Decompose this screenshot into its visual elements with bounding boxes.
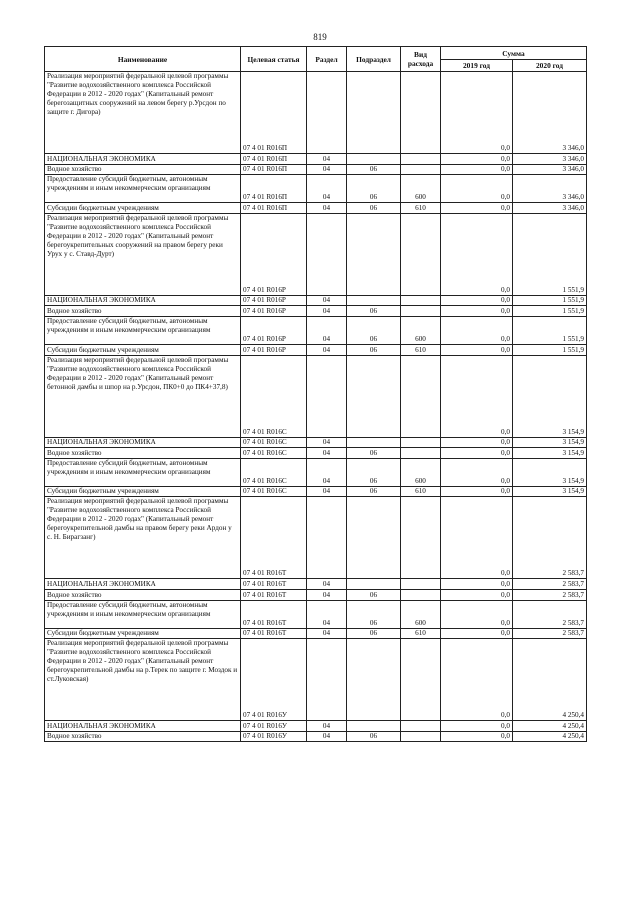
cell-subsection (347, 579, 401, 590)
cell-name: Предоставление субсидий бюджетным, автономным учреждениям и иным некоммерческим организациям (45, 175, 241, 203)
cell-2020: 3 346,0 (513, 154, 587, 165)
cell-target-code: 07 4 01 R016Р (241, 213, 307, 295)
header-section: Раздел (307, 47, 347, 72)
cell-name: Реализация мероприятий федеральной целевой программы "Развитие водохозяйственного комплекса Российской Федерации в 2012 - 2020 годах" (Капитальный ремонт берегозащитных сооружений на левом берегу р.Урсдон по защите г. Дигора) (45, 72, 241, 154)
table-row (45, 355, 587, 437)
header-2020: 2020 год (513, 60, 587, 72)
cell-2020: 3 346,0 (513, 203, 587, 214)
cell-2020: 1 551,9 (513, 316, 587, 344)
cell-target-code: 07 4 01 R016Т (241, 497, 307, 579)
cell-section: 04 (307, 589, 347, 600)
cell-subsection (347, 213, 401, 295)
cell-2019: 0,0 (441, 154, 513, 165)
cell-2020: 2 583,7 (513, 579, 587, 590)
cell-target-code: 07 4 01 R016Р (241, 306, 307, 317)
cell-section (307, 497, 347, 579)
cell-vid: 600 (401, 316, 441, 344)
header-2019: 2019 год (441, 60, 513, 72)
cell-target-code: 07 4 01 R016С (241, 355, 307, 437)
cell-subsection: 06 (347, 600, 401, 628)
cell-subsection: 06 (347, 306, 401, 317)
table-row (45, 639, 587, 721)
cell-section: 04 (307, 316, 347, 344)
table-row (45, 164, 587, 175)
cell-vid: 600 (401, 458, 441, 486)
cell-subsection: 06 (347, 344, 401, 355)
cell-2019: 0,0 (441, 72, 513, 154)
cell-section: 04 (307, 164, 347, 175)
table-row (45, 721, 587, 732)
cell-2020: 3 154,9 (513, 355, 587, 437)
cell-section: 04 (307, 306, 347, 317)
cell-2019: 0,0 (441, 486, 513, 497)
table-row (45, 175, 587, 203)
cell-name: Реализация мероприятий федеральной целевой программы "Развитие водохозяйственного комплекса Российской Федерации в 2012 - 2020 годах" (Капитальный ремонт берегоукрепительных сооружений на правом берегу реки Урух у с. Ставд-Дурт) (45, 213, 241, 295)
cell-section: 04 (307, 437, 347, 448)
cell-section (307, 72, 347, 154)
cell-subsection: 06 (347, 458, 401, 486)
cell-2019: 0,0 (441, 213, 513, 295)
cell-subsection: 06 (347, 175, 401, 203)
cell-target-code: 07 4 01 R016У (241, 639, 307, 721)
table-row (45, 316, 587, 344)
table-row (45, 448, 587, 459)
cell-target-code: 07 4 01 R016У (241, 721, 307, 732)
cell-name: Субсидии бюджетным учреждениям (45, 628, 241, 639)
header-subsection: Подраздел (347, 47, 401, 72)
cell-vid: 600 (401, 600, 441, 628)
cell-2020: 2 583,7 (513, 497, 587, 579)
cell-2020: 1 551,9 (513, 306, 587, 317)
cell-section: 04 (307, 486, 347, 497)
cell-section: 04 (307, 600, 347, 628)
table-row (45, 600, 587, 628)
cell-2020: 3 154,9 (513, 448, 587, 459)
cell-2020: 3 346,0 (513, 164, 587, 175)
cell-vid (401, 437, 441, 448)
cell-vid (401, 154, 441, 165)
cell-subsection: 06 (347, 589, 401, 600)
cell-name: Реализация мероприятий федеральной целевой программы "Развитие водохозяйственного комплекса Российской Федерации в 2012 - 2020 годах" (Капитальный ремонт берегоукрепительной дамбы на р.Терек по защите г. Моздок и ст.Луковская) (45, 639, 241, 721)
cell-name: Реализация мероприятий федеральной целевой программы "Развитие водохозяйственного комплекса Российской Федерации в 2012 - 2020 годах" (Капитальный ремонт бетонной дамбы и шпор на р.Урсдон, ПК0+0 до ПК4+37,8) (45, 355, 241, 437)
table-row (45, 295, 587, 306)
cell-vid (401, 72, 441, 154)
cell-vid (401, 306, 441, 317)
cell-vid: 610 (401, 628, 441, 639)
cell-subsection (347, 154, 401, 165)
cell-vid: 600 (401, 175, 441, 203)
cell-target-code: 07 4 01 R016Т (241, 628, 307, 639)
cell-section: 04 (307, 203, 347, 214)
cell-target-code: 07 4 01 R016Р (241, 344, 307, 355)
cell-name: Предоставление субсидий бюджетным, автономным учреждениям и иным некоммерческим организациям (45, 316, 241, 344)
cell-2019: 0,0 (441, 448, 513, 459)
cell-section (307, 213, 347, 295)
cell-vid (401, 295, 441, 306)
cell-vid (401, 639, 441, 721)
cell-target-code: 07 4 01 R016П (241, 164, 307, 175)
table-row (45, 579, 587, 590)
cell-name: Водное хозяйство (45, 589, 241, 600)
cell-target-code: 07 4 01 R016У (241, 731, 307, 742)
cell-vid (401, 721, 441, 732)
cell-2019: 0,0 (441, 639, 513, 721)
cell-section (307, 639, 347, 721)
cell-2019: 0,0 (441, 203, 513, 214)
table-row (45, 213, 587, 295)
cell-vid (401, 589, 441, 600)
table-row (45, 437, 587, 448)
cell-section: 04 (307, 344, 347, 355)
cell-2020: 4 250,4 (513, 721, 587, 732)
cell-subsection: 06 (347, 448, 401, 459)
cell-subsection (347, 721, 401, 732)
cell-subsection (347, 497, 401, 579)
cell-2020: 2 583,7 (513, 589, 587, 600)
cell-2019: 0,0 (441, 175, 513, 203)
cell-target-code: 07 4 01 R016С (241, 458, 307, 486)
table-row (45, 344, 587, 355)
cell-target-code: 07 4 01 R016Т (241, 600, 307, 628)
cell-section: 04 (307, 579, 347, 590)
table-row (45, 72, 587, 154)
cell-name: Предоставление субсидий бюджетным, автономным учреждениям и иным некоммерческим организациям (45, 458, 241, 486)
cell-name: Водное хозяйство (45, 164, 241, 175)
cell-target-code: 07 4 01 R016С (241, 437, 307, 448)
cell-2019: 0,0 (441, 589, 513, 600)
cell-section: 04 (307, 721, 347, 732)
cell-vid: 610 (401, 203, 441, 214)
cell-2019: 0,0 (441, 316, 513, 344)
cell-2019: 0,0 (441, 458, 513, 486)
cell-name: НАЦИОНАЛЬНАЯ ЭКОНОМИКА (45, 437, 241, 448)
header-sum: Сумма (441, 47, 587, 60)
cell-name: Водное хозяйство (45, 731, 241, 742)
cell-2020: 2 583,7 (513, 600, 587, 628)
cell-2019: 0,0 (441, 344, 513, 355)
cell-vid (401, 731, 441, 742)
cell-2020: 3 346,0 (513, 175, 587, 203)
cell-subsection: 06 (347, 316, 401, 344)
table-row (45, 731, 587, 742)
cell-vid: 610 (401, 344, 441, 355)
cell-target-code: 07 4 01 R016С (241, 448, 307, 459)
cell-target-code: 07 4 01 R016П (241, 203, 307, 214)
header-target: Целевая статья (241, 47, 307, 72)
cell-subsection (347, 355, 401, 437)
cell-2019: 0,0 (441, 731, 513, 742)
cell-2020: 1 551,9 (513, 295, 587, 306)
cell-2019: 0,0 (441, 628, 513, 639)
cell-subsection (347, 72, 401, 154)
cell-2020: 3 154,9 (513, 458, 587, 486)
cell-vid (401, 497, 441, 579)
table-row (45, 497, 587, 579)
table-row (45, 486, 587, 497)
cell-target-code: 07 4 01 R016Р (241, 295, 307, 306)
cell-subsection: 06 (347, 164, 401, 175)
cell-2020: 3 346,0 (513, 72, 587, 154)
cell-2020: 3 154,9 (513, 437, 587, 448)
cell-target-code: 07 4 01 R016П (241, 72, 307, 154)
cell-section: 04 (307, 295, 347, 306)
cell-subsection (347, 437, 401, 448)
cell-target-code: 07 4 01 R016П (241, 154, 307, 165)
cell-name: НАЦИОНАЛЬНАЯ ЭКОНОМИКА (45, 579, 241, 590)
cell-name: Предоставление субсидий бюджетным, автономным учреждениям и иным некоммерческим организациям (45, 600, 241, 628)
cell-name: НАЦИОНАЛЬНАЯ ЭКОНОМИКА (45, 154, 241, 165)
header-name: Наименование (45, 47, 241, 72)
cell-2020: 1 551,9 (513, 213, 587, 295)
cell-section: 04 (307, 154, 347, 165)
cell-vid (401, 355, 441, 437)
cell-2020: 1 551,9 (513, 344, 587, 355)
cell-2019: 0,0 (441, 437, 513, 448)
cell-target-code: 07 4 01 R016С (241, 486, 307, 497)
cell-vid (401, 213, 441, 295)
cell-target-code: 07 4 01 R016П (241, 175, 307, 203)
table-row (45, 306, 587, 317)
cell-name: Субсидии бюджетным учреждениям (45, 203, 241, 214)
cell-name: Субсидии бюджетным учреждениям (45, 344, 241, 355)
table-body (45, 72, 587, 742)
cell-name: НАЦИОНАЛЬНАЯ ЭКОНОМИКА (45, 721, 241, 732)
cell-vid (401, 579, 441, 590)
header-vid: Вид расхода (401, 47, 441, 72)
cell-2019: 0,0 (441, 164, 513, 175)
cell-target-code: 07 4 01 R016Р (241, 316, 307, 344)
table-row (45, 203, 587, 214)
cell-name: Водное хозяйство (45, 306, 241, 317)
cell-subsection: 06 (347, 731, 401, 742)
cell-2019: 0,0 (441, 355, 513, 437)
cell-section (307, 355, 347, 437)
cell-section: 04 (307, 731, 347, 742)
cell-2020: 4 250,4 (513, 731, 587, 742)
cell-section: 04 (307, 458, 347, 486)
cell-name: Водное хозяйство (45, 448, 241, 459)
cell-2020: 3 154,9 (513, 486, 587, 497)
cell-subsection (347, 295, 401, 306)
cell-vid (401, 164, 441, 175)
budget-table (44, 46, 587, 742)
cell-2019: 0,0 (441, 721, 513, 732)
cell-vid (401, 448, 441, 459)
cell-name: Реализация мероприятий федеральной целевой программы "Развитие водохозяйственного комплекса Российской Федерации в 2012 - 2020 годах" (Капитальный ремонт берегоукрепительной дамбы на правом берегу реки Ардон у с. Н. Бирагзанг) (45, 497, 241, 579)
cell-name: Субсидии бюджетным учреждениям (45, 486, 241, 497)
cell-name: НАЦИОНАЛЬНАЯ ЭКОНОМИКА (45, 295, 241, 306)
cell-subsection: 06 (347, 628, 401, 639)
cell-section: 04 (307, 448, 347, 459)
cell-target-code: 07 4 01 R016Т (241, 589, 307, 600)
cell-2019: 0,0 (441, 306, 513, 317)
table-row (45, 628, 587, 639)
table-row (45, 589, 587, 600)
cell-section: 04 (307, 175, 347, 203)
table-row (45, 154, 587, 165)
cell-section: 04 (307, 628, 347, 639)
cell-2019: 0,0 (441, 579, 513, 590)
cell-subsection (347, 639, 401, 721)
cell-2019: 0,0 (441, 600, 513, 628)
cell-2019: 0,0 (441, 497, 513, 579)
table-row (45, 458, 587, 486)
cell-subsection: 06 (347, 203, 401, 214)
cell-vid: 610 (401, 486, 441, 497)
cell-2020: 2 583,7 (513, 628, 587, 639)
cell-target-code: 07 4 01 R016Т (241, 579, 307, 590)
cell-subsection: 06 (347, 486, 401, 497)
cell-2019: 0,0 (441, 295, 513, 306)
cell-2020: 4 250,4 (513, 639, 587, 721)
page-number: 819 (313, 32, 327, 42)
